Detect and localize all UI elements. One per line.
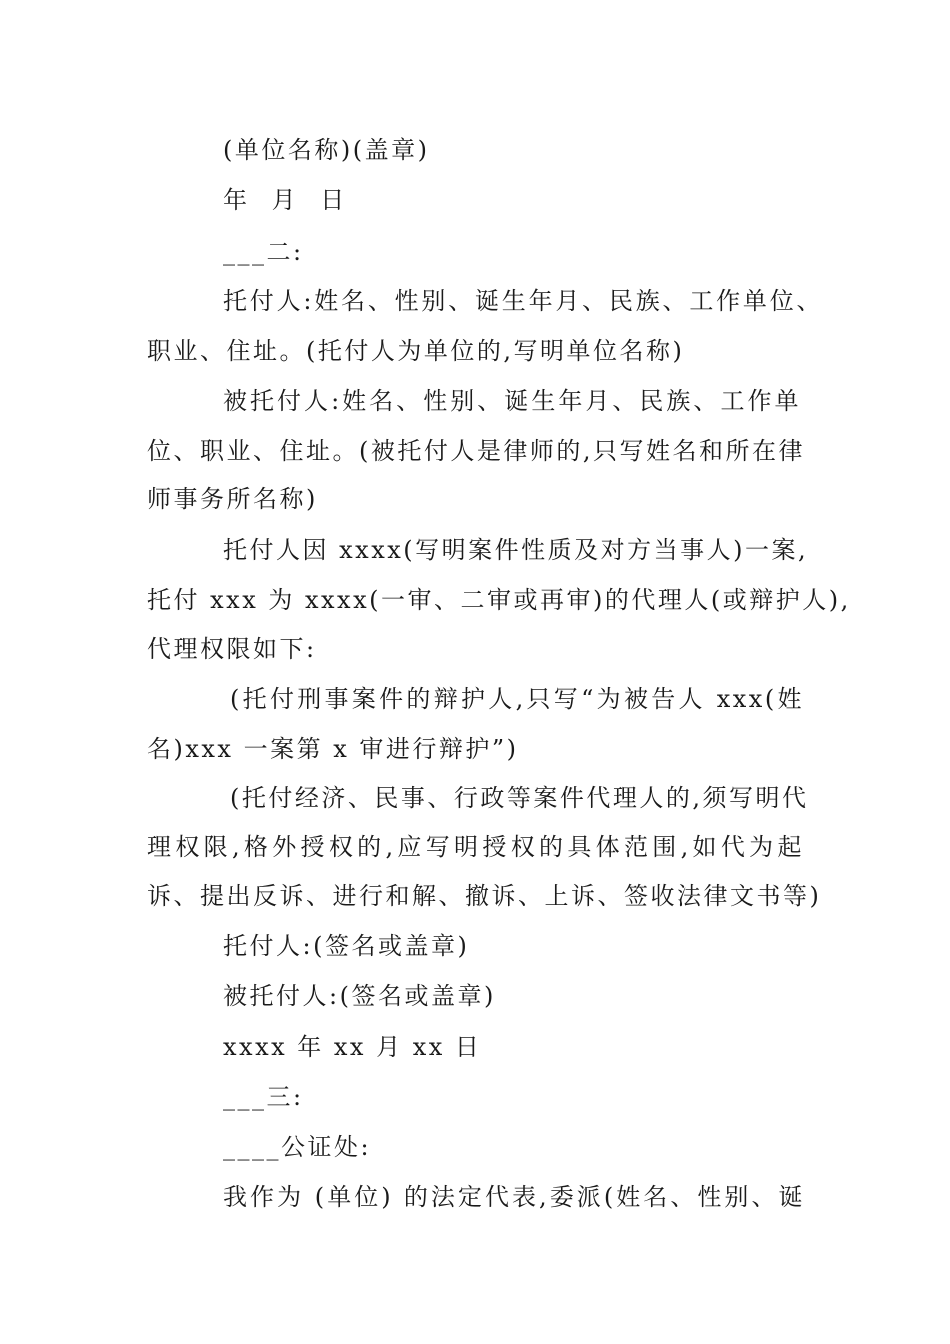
paragraph-line: 师事务所名称): [147, 485, 318, 513]
paragraph-line: 诉、提出反诉、进行和解、撤诉、上诉、签收法律文书等): [147, 882, 822, 910]
paragraph-line: 名)xxx 一案第 x 审进行辩护”): [147, 735, 519, 763]
section-heading-two: ___二:: [223, 238, 304, 266]
date-line: 年 月 日: [223, 186, 347, 214]
paragraph-line: 托付 xxx 为 xxxx(一审、二审或再审)的代理人(或辩护人),: [147, 586, 851, 614]
unit-seal-line: (单位名称)(盖章): [223, 136, 430, 164]
paragraph-line: 我作为 (单位) 的法定代表,委派(姓名、性别、诞: [223, 1183, 805, 1211]
notary-office-line: ____公证处:: [223, 1133, 372, 1161]
paragraph-line: 理权限,格外授权的,应写明授权的具体范围,如代为起: [147, 833, 804, 861]
paragraph-line: 托付人:姓名、性别、诞生年月、民族、工作单位、: [223, 287, 823, 315]
paragraph-line: 职业、住址。(托付人为单位的,写明单位名称): [147, 337, 685, 365]
paragraph-line: (托付刑事案件的辩护人,只写“为被告人 xxx(姓: [230, 685, 804, 713]
agent-signature-line: 被托付人:(签名或盖章): [223, 982, 496, 1010]
paragraph-line: 被托付人:姓名、性别、诞生年月、民族、工作单: [223, 387, 801, 415]
section-heading-three: ___三:: [223, 1083, 304, 1111]
paragraph-line: 代理权限如下:: [147, 635, 317, 663]
signature-date-line: xxxx 年 xx 月 xx 日: [223, 1033, 482, 1061]
principal-signature-line: 托付人:(签名或盖章): [223, 932, 470, 960]
paragraph-line: (托付经济、民事、行政等案件代理人的,须写明代: [230, 784, 809, 812]
paragraph-line: 位、职业、住址。(被托付人是律师的,只写姓名和所在律: [147, 437, 805, 465]
paragraph-line: 托付人因 xxxx(写明案件性质及对方当事人)一案,: [223, 536, 809, 564]
